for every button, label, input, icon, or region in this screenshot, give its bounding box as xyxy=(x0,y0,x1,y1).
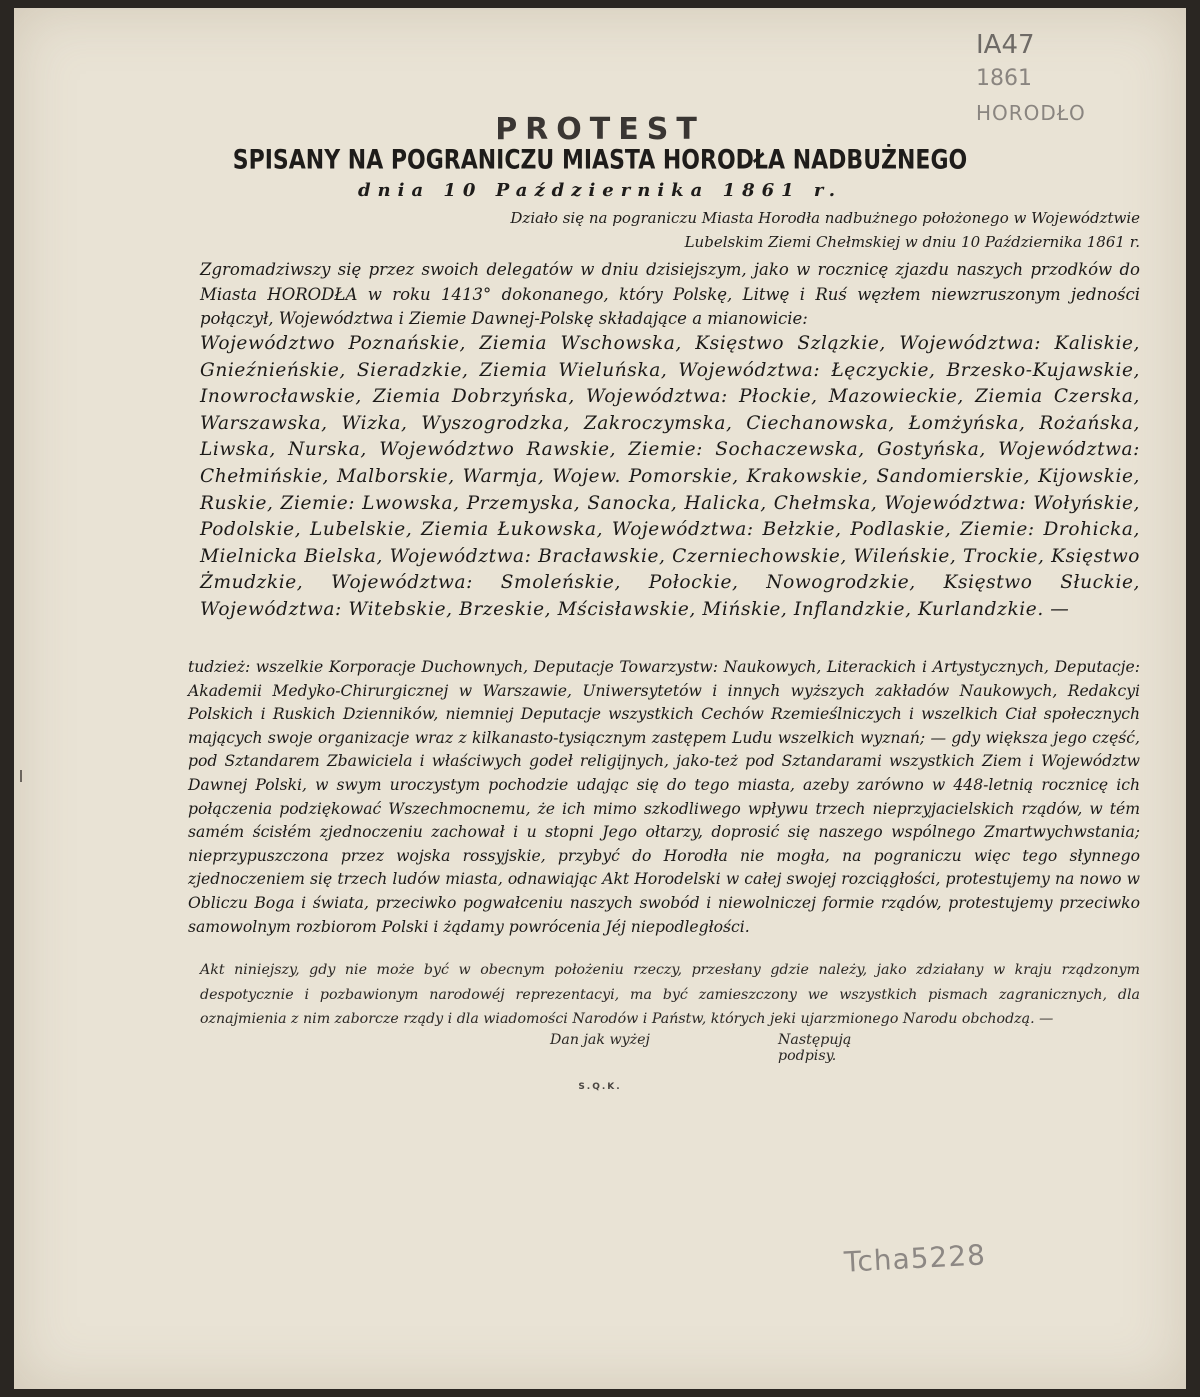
archive-mark-line-3: HORODŁO xyxy=(976,101,1086,125)
signoff-signatures: Następują podpisy. xyxy=(778,1032,852,1064)
document-date: dnia 10 Października 1861 r. xyxy=(357,180,843,201)
signoff-row xyxy=(204,1032,904,1064)
closing-paragraph: Akt niniejszy, gdy nie może być w obecnym położeniu rzeczy, przesłany gdzie należy, jako zdziałany w kraju rządzonym despotycznie i pozbawionym narodowéj reprezentacyi, ma być zamieszczony we wszystkich pismach zagranicznych, dla oznajmienia z nim zaborcze rządy i dla wiadomości Narodów i Państw, których jeki ujarzmionego Narodu obchodzą. — xyxy=(200,962,1140,1027)
margin-tick-mark xyxy=(20,770,22,782)
intro-paragraph: Zgromadziwszy się przez swoich delegatów w dniu dzisiejszym, jako w rocznicę zjazdu naszych przodków do Miasta HORODŁA w roku 1413° dokonanego, który Polskę, Litwę i Ruś węzłem niewzruszonym jedności połączył, Województwa i Ziemie Dawnej-Polskę składające a mianowicie: xyxy=(200,260,1140,328)
signoff-given: Dan jak wyżej xyxy=(550,1032,650,1048)
preamble-paragraph: Działo się na pograniczu Miasta Horodła nadbużnego położonego w Województwie Lubelskim Ziemi Chełmskiej w dniu 10 Października 1861 r. xyxy=(510,209,1140,251)
document-title: PROTEST xyxy=(495,112,705,147)
estates-protest-paragraph: tudzież: wszelkie Korporacje Duchownych, Deputacje Towarzystw: Naukowych, Literackich i Artystycznych, Deputacje: Akademii Medyko-Chirurgicznej w Warszawie, Uniwersytetów i innych wyższych zakładów Naukowych, Redakcyi Polskich i Ruskich Dzienników, niemniej Deputacje wszystkich Cechów Rzemieślniczych i wszelkich Ciał społecznych mających swoje organizacje wraz z kilkanasto-tysiącznym zastępem Ludu wszelkich wyznań; — gdy większa jego część, pod Sztandarem Zbawiciela i właściwych godeł religijnych, jako-też pod Sztandarami wszystkich Ziem i Województw Dawnej Polski, w swym uroczystym pochodzie udając się do tego miasta, azeby zarówno w 448-letnią rocznicę ich połączenia podziękować Wszechmocnemu, że ich mimo szkodliwego wpływu trzech nieprzyjacielskich rządów, w tém samém ścisłém zjednoczeniu zachował i u stopni Jego ołtarzy, doprosić się naszego wspólnego Zmartwychwstania; nieprzypuszczona przez wojska rossyjskie, przybyć do Horodła nie mogła, na pograniczu więc tego słynnego zjednoczeniem się trzech ludów miasta, odnawiając Akt Horodelski w całej swojej rozciągłości, protestujemy na nowo w Obliczu Boga i świata, przeciwko pogwałceniu naszych swobód i niewolniczej formie rządów, protestujemy przeciwko samowolnym rozbiorom Polski i żądamy powrócenia Jéj niepodległości. xyxy=(188,658,1140,936)
archive-mark-line-1: IA47 xyxy=(976,30,1035,60)
regions-list-paragraph: Województwo Poznańskie, Ziemia Wschowska, Księstwo Szlązkie, Województwa: Kaliskie, Gnieźnieńskie, Sieradzkie, Ziemia Wieluńska, Województwa: Łęczyckie, Brzesko-Kujawskie, Inowrocławskie, Ziemia Dobrzyńska, Województwa: Płockie, Mazowieckie, Ziemia Czerska, Warszawska, Wizka, Wyszogrodzka, Zakroczymska, Ciechanowska, Łomżyńska, Rożańska, Liwska, Nurska, Województwo Rawskie, Ziemie: Sochaczewska, Gostyńska, Województwa: Chełmińskie, Malborskie, Warmja, Wojew. Pomorskie, Krakowskie, Sandomierskie, Kijowskie, Ruskie, Ziemie: Lwowska, Przemyska, Sanocka, Halicka, Chełmska, Województwa: Wołyńskie, Podolskie, Lubelskie, Ziemia Łukowska, Województwa: Bełzkie, Podlaskie, Ziemie: Drohicka, Mielnicka Bielska, Województwa: Bracławskie, Czerniechowskie, Wileńskie, Trockie, Księstwo Żmudzkie, Województwa: Smoleńskie, Połockie, Nowogrodzkie, Księstwo Słuckie, Województwa: Witebskie, Brzeskie, Mścisławskie, Mińskie, Inflandzkie, Kurlandzkie. — xyxy=(200,333,1140,620)
catalog-number: Tcha5228 xyxy=(843,1238,987,1279)
document-sheet xyxy=(14,8,1186,1389)
archive-mark-line-2: 1861 xyxy=(976,66,1032,91)
printer-mark: S.Q.K. xyxy=(578,1082,622,1092)
document-subtitle: SPISANY NA POGRANICZU MIASTA HORODŁA NADBUŻNEGO xyxy=(232,145,968,176)
